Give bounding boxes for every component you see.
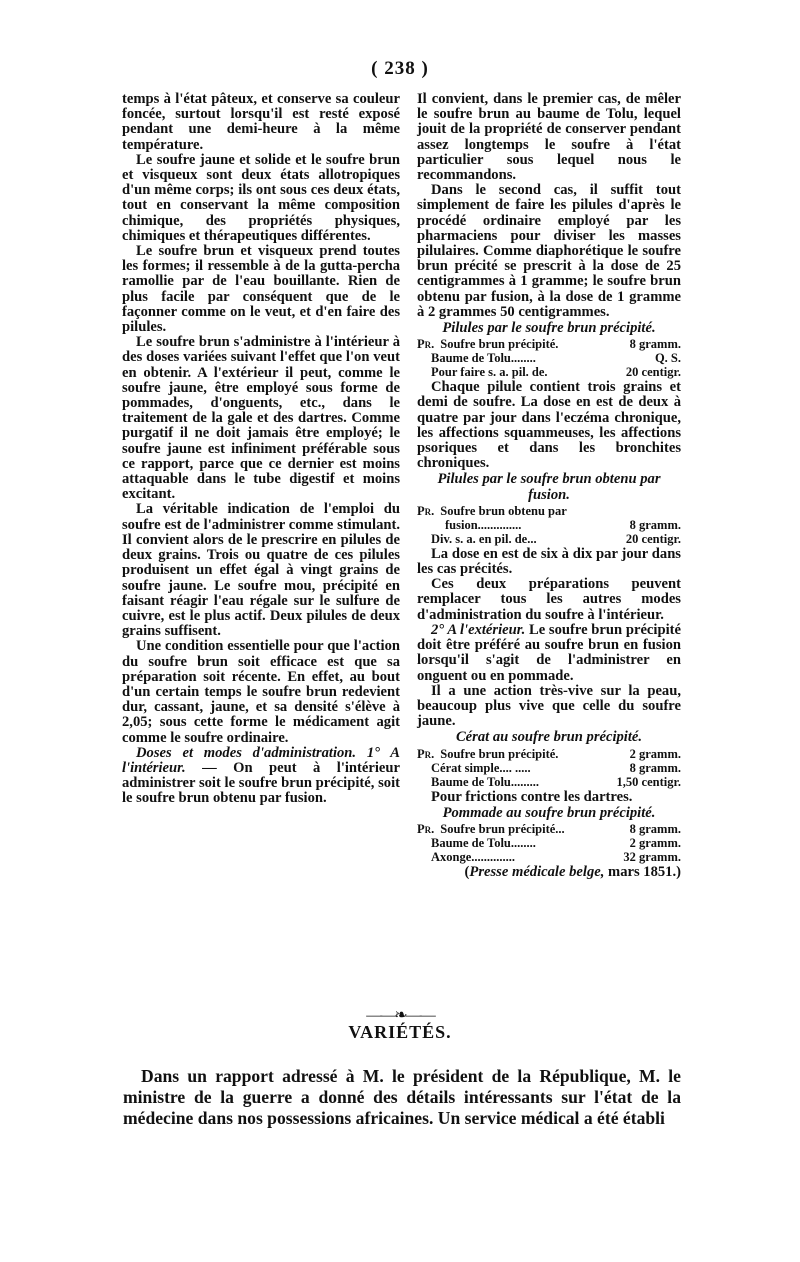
paragraph: La dose en est de six à dix par jour dans les cas précités. <box>417 545 681 578</box>
page-number: ( 238 ) <box>371 58 429 79</box>
recipe-2: Pr. Soufre brun obtenu par fusion.............. 8 gramm. Div. s. a. en pil. de... 20 centigr. <box>417 503 681 546</box>
paragraph: temps à l'état pâteux, et conserve sa couleur foncée, surtout lorsqu'il est resté exposé pendant une demi-heure à la même température. <box>122 91 400 153</box>
paragraph: Pour frictions contre les dartres. <box>431 788 633 805</box>
rx-prefix: Pr. <box>417 746 435 761</box>
paragraph: Il convient, dans le premier cas, de mêler le soufre brun au baume de Tolu, lequel jouit de la propriété de conserver pendant assez longtemps le soufre à l'état particulier sous lequel nous le recommandons. <box>417 91 681 184</box>
rx-prefix: Pr. <box>417 503 435 518</box>
citation: (Presse médicale belge, mars 1851.) <box>464 863 681 880</box>
recipe-4: Pr. Soufre brun précipité... 8 gramm. Baume de Tolu........ 2 gramm. Axonge.............. 32 gramm. <box>417 821 681 864</box>
paragraph: Dans un rapport adressé à M. le président de la République, M. le ministre de la guerre a donné des détails intéressants sur l'état de la médecine dans nos possessions africaines. Un service médical a été établi <box>123 1066 681 1128</box>
paragraph: Le soufre jaune et solide et le soufre brun et visqueux sont deux états allotropiques d'un même corps; ils ont sous ces deux états, tout en conservant la même composition chimique, des propriétés physiques, chimiques et thérapeutiques différentes. <box>122 151 400 244</box>
recipe-heading: Pilules par le soufre brun obtenu par fusion. <box>437 471 661 503</box>
rx-prefix: Pr. <box>417 821 435 836</box>
section-subheading: Doses et modes d'administration. <box>136 744 357 761</box>
paragraph: Le soufre brun et visqueux prend toutes les formes; il ressemble à de la gutta-percha ramollie par de l'eau bouillante. Rien de plus facile par conséquent que de le façonner comme on le veut, et d'en faire des pilules. <box>122 243 400 336</box>
paragraph: Une condition essentielle pour que l'action du soufre brun soit efficace est que sa préparation soit récente. En effet, au bout d'un certain temps le soufre brun redevient dur, cassant, jaune, et sa densité s'élève à 2,05; sous cette forme le médicament agit comme le soufre ordinaire. <box>122 638 400 746</box>
recipe-heading: Cérat au soufre brun précipité. <box>455 729 643 746</box>
paragraph: Il a une action très-vive sur la peau, beaucoup plus vive que celle du soufre jaune. <box>417 682 681 730</box>
paragraph: Ces deux préparations peuvent remplacer tous les autres modes d'administration du soufre à l'intérieur. <box>417 576 681 623</box>
recipe-heading: Pilules par le soufre brun précipité. <box>442 320 656 337</box>
ornament-divider: ——❧—— <box>366 1007 434 1024</box>
section-title: VARIÉTÉS. <box>348 1022 452 1042</box>
paragraph: Dans le second cas, il suffit tout simplement de faire les pilules d'après le procédé ordinaire employé par les pharmaciens pour diviser les masses pilulaires. Comme diaphorétique le soufre brun précité se prescrit à la dose de 25 centigrammes à 1 gramme; le soufre brun obtenu par fusion, à la dose de 1 gramme à 2 grammes 50 centigrammes. <box>417 182 681 320</box>
right-column <box>417 92 681 880</box>
paragraph: Chaque pilule contient trois grains et demi de soufre. La dose en est de deux à quatre par jour dans l'eczéma chronique, les affections squammeuses, les affections psoriques et dans les bronchites chroniques. <box>417 379 681 472</box>
left-column <box>122 92 400 807</box>
recipe-3: Pr. Soufre brun précipité. 2 gramm. Cérat simple.... ..... 8 gramm. Baume de Tolu......... 1,50 centigr. <box>417 746 681 789</box>
paragraph: Doses et modes d'administration. 1° A l'intérieur. — On peut à l'intérieur administrer soit le soufre brun précipité, soit le soufre brun obtenu par fusion. <box>122 744 400 807</box>
recipe-heading: Pommade au soufre brun précipité. <box>442 804 656 821</box>
rx-prefix: Pr. <box>417 337 435 352</box>
recipe-1: Pr. Soufre brun précipité. 8 gramm. Baume de Tolu........ Q. S. Pour faire s. a. pil. de. 20 centigr. <box>417 337 681 380</box>
paragraph: Le soufre brun s'administre à l'intérieur à des doses variées suivant l'effet que l'on veut en obtenir. A l'extérieur il peut, comme le soufre jaune, être employé sous forme de pommades, d'onguents, etc., dans le traitement de la gale et des dartres. Comme purgatif il ne doit jamais être employé; le soufre jaune est infiniment préférable sous ce rapport, parce que ce dernier est moins attaquable dans le tube digestif et moins excitant. <box>122 334 400 503</box>
section-subheading: 1° A l'intérieur. <box>122 744 400 776</box>
paragraph: 2° A l'extérieur. Le soufre brun précipité doit être préféré au soufre brun en fusion lorsqu'il s'agit de l'administrer en onguent ou en pommade. <box>417 621 681 684</box>
paragraph: La véritable indication de l'emploi du soufre est de l'administrer comme stimulant. Il convient alors de le prescrire en pilules de deux grains. Trois ou quatre de ces pilules produisent un effet égal à vingt grains de soufre jaune. Le soufre mou, précipité en faisant réagir l'eau régale sur le sulfure de cuivre, est le plus actif. Deux pilules de deux grains suffisent. <box>122 501 400 640</box>
section-subheading: 2° A l'extérieur. <box>431 621 526 638</box>
